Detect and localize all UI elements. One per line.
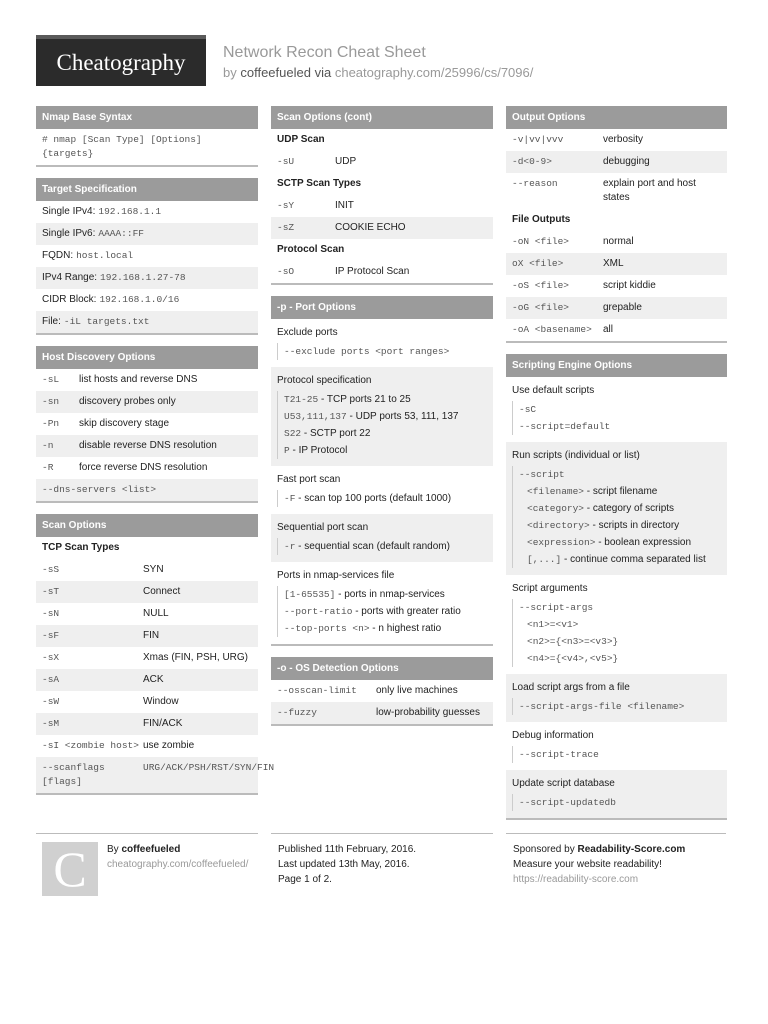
table-row [36,647,258,669]
table-row [36,129,258,165]
row-group [271,261,493,283]
option-key: Single IPv4: [42,206,96,217]
block-line [284,442,487,459]
block-content [512,466,721,568]
section-header: -o - OS Detection Options [271,657,493,680]
option-key: -Pn [42,418,60,429]
block-line [519,418,721,435]
sponsor-tagline: Measure your website readability! [513,859,662,870]
table-row [36,691,258,713]
block-line [284,620,487,637]
page-title: Network Recon Cheat Sheet [223,44,426,61]
table-row [506,173,727,209]
block-content [512,698,721,715]
code-description: - script filename [584,486,658,497]
option-desc: low-probability guesses [376,707,480,718]
option-value: 192.168.1.27-78 [100,272,186,283]
code-snippet: S22 [284,428,302,439]
subsection-title: TCP Scan Types [36,537,258,559]
block-content [277,343,487,360]
section-header: Scan Options [36,514,258,537]
byline [223,65,533,80]
block-content [277,490,487,507]
block-content [512,794,721,811]
option-key: --osscan-limit [277,685,357,696]
table-row [36,713,258,735]
subsection-title: Protocol Scan [271,239,493,261]
block-line [519,746,721,763]
option-key: -n [42,440,54,451]
column-2 [271,106,493,737]
option-key: -sn [42,396,60,407]
row-group [506,129,727,209]
option-key: -sA [42,674,60,685]
section-header: Target Specification [36,178,258,201]
row-group [36,201,258,333]
section-host-discovery-options [36,346,258,503]
table-row [36,413,258,435]
block-line [519,500,721,517]
option-key: -sM [42,718,60,729]
section-scan-options [36,514,275,795]
section-header: Nmap Base Syntax [36,106,258,129]
updated-date: Last updated 13th May, 2016. [278,859,410,870]
code-description: - IP Protocol [289,445,348,456]
table-row [36,289,258,311]
code-snippet: --script=default [519,421,611,432]
sponsor-url[interactable]: https://readability-score.com [513,874,639,885]
option-block [271,319,493,367]
option-key: -R [42,462,54,473]
page-number: Page 1 of 2. [278,874,332,885]
code-description: - SCTP port 22 [301,428,371,439]
option-desc: disable reverse DNS resolution [79,440,217,451]
table-row [36,369,258,391]
table-row [271,680,493,702]
option-desc: grepable [603,302,642,313]
table-row [36,603,258,625]
by-label: by [223,65,237,80]
block-label: Exclude ports [277,327,338,338]
block-line [284,425,487,442]
option-key: Single IPv6: [42,228,96,239]
code-snippet: [1-65535] [284,589,336,600]
code-snippet: --script-trace [519,749,599,760]
table-row [271,702,493,724]
option-desc: use zombie [143,740,195,751]
subsection-title: File Outputs [506,209,727,231]
option-key: --dns-servers <list> [42,484,157,495]
block-content [277,391,487,459]
block-line [519,466,721,483]
section-header: Scan Options (cont) [271,106,493,129]
code-description: - sequential scan (default random) [295,541,450,552]
code-description: - TCP ports 21 to 25 [318,394,411,405]
column-3 [506,106,727,831]
option-block [506,722,727,770]
option-block [506,377,727,442]
option-key: -sO [277,266,295,277]
code-description: - continue comma separated list [561,554,706,565]
option-key: oX <file> [512,258,564,269]
section-scan-options-cont [271,106,493,285]
option-desc: Connect [143,586,181,597]
option-desc: normal [603,236,634,247]
code-description: - ports in nmap-services [335,589,445,600]
table-row [36,757,275,793]
code-snippet: --script-args-file <filename> [519,701,685,712]
logo-text: Cheatography [56,49,186,75]
table-row [36,267,258,289]
block-line [284,603,487,620]
option-desc: FIN/ACK [143,718,183,729]
option-block [271,514,493,562]
option-key: -sN [42,608,60,619]
code-description: - scripts in directory [589,520,680,531]
via-label: via [314,65,332,80]
option-key: -sY [277,200,295,211]
code-description: - boolean expression [595,537,692,548]
option-desc: only live machines [376,685,458,696]
code-snippet: <filename> [527,486,585,497]
block-line [519,401,721,418]
option-desc: list hosts and reverse DNS [79,374,198,385]
block-label: Update script database [512,778,615,789]
block-label: Run scripts (individual or list) [512,450,640,461]
block-line [519,534,721,551]
code-description: - scan top 100 ports (default 1000) [295,493,452,504]
published-date: Published 11th February, 2016. [278,844,417,855]
block-line [284,538,487,555]
option-key: --reason [512,178,558,189]
table-row [271,195,493,217]
table-row [36,581,258,603]
option-key: -sF [42,630,60,641]
code-snippet: --top-ports <n> [284,623,370,634]
option-key: -sZ [277,222,295,233]
option-block [271,466,493,514]
block-label: Ports in nmap-services file [277,570,395,581]
block-line [519,650,721,667]
option-desc: Window [143,696,179,707]
block-content [277,538,487,555]
section-output-options [506,106,727,343]
syntax-code: # nmap [Scan Type] [Options] {targets} [42,134,202,159]
option-desc: explain port and host states [603,178,696,203]
block-line [519,698,721,715]
block-content [512,746,721,763]
block-line [284,408,487,425]
option-desc: verbosity [603,134,644,145]
footer-sponsor [506,833,726,887]
table-row [506,319,727,341]
table-row [506,151,727,173]
section-port-options [271,296,493,646]
option-key: -sU [277,156,295,167]
table-row [506,129,727,151]
option-block [506,442,727,575]
table-row [36,201,258,223]
option-key: -oN <file> [512,236,570,247]
option-key: File: [42,316,61,327]
block-label: Sequential port scan [277,522,369,533]
option-key: -d<0-9> [512,156,552,167]
table-row [36,223,258,245]
table-row [36,559,258,581]
option-desc: all [603,324,614,335]
section-header: -p - Port Options [271,296,493,319]
block-label: Script arguments [512,583,588,594]
option-desc: force reverse DNS resolution [79,462,208,473]
subsection-title: UDP Scan [271,129,493,151]
cheatography-logo[interactable] [36,35,206,86]
table-row [36,735,258,757]
section-os-detection [271,657,493,726]
option-value: AAAA::FF [98,228,144,239]
section-scripting-engine [506,354,727,820]
table-row [506,275,727,297]
footer-by-label: By [107,844,119,855]
option-desc: debugging [603,156,650,167]
table-row [271,261,493,283]
table-row [36,669,258,691]
table-row [36,457,258,479]
option-key: CIDR Block: [42,294,97,305]
code-description: - category of scripts [584,503,675,514]
sponsor-name[interactable]: Readability-Score.com [577,844,686,855]
block-label: Load script args from a file [512,682,630,693]
block-label: Debug information [512,730,594,741]
code-snippet: <n2>={<n3>=<v3>} [527,636,619,647]
code-snippet: <n1>=<v1> [527,619,579,630]
option-desc: discovery probes only [79,396,176,407]
block-line [284,490,487,507]
option-key: --scanflags [flags] [42,762,105,787]
table-row [36,391,258,413]
row-group [36,559,275,793]
option-key: -sS [42,564,60,575]
block-line [284,391,487,408]
table-row [36,245,258,267]
section-nmap-base-syntax [36,106,258,167]
option-desc: Xmas (FIN, PSH, URG) [143,652,249,663]
code-description: - n highest ratio [369,623,442,634]
table-row [36,311,258,333]
block-label: Fast port scan [277,474,341,485]
code-snippet: T21-25 [284,394,319,405]
table-row [506,253,727,275]
footer-author-name[interactable]: coffeefueled [121,844,181,855]
option-key: -sX [42,652,60,663]
author-link[interactable]: coffeefueled [240,65,311,80]
table-row [36,435,258,457]
section-header: Host Discovery Options [36,346,258,369]
option-block [271,367,493,466]
code-snippet: -sC [519,404,537,415]
block-line [519,633,721,650]
section-header: Scripting Engine Options [506,354,727,377]
code-snippet: --exclude ports <port ranges> [284,346,450,357]
option-desc: XML [603,258,624,269]
option-desc: URG/ACK/PSH/RST/SYN/FIN [143,762,275,773]
table-row [271,217,493,239]
option-desc: script kiddie [603,280,656,291]
row-group [271,680,493,724]
option-key: FQDN: [42,250,74,261]
option-desc: INIT [335,200,354,211]
code-snippet: U53,111,137 [284,411,347,422]
code-snippet: --script [519,469,565,480]
block-content [277,586,487,637]
option-value: host.local [76,250,134,261]
row-group [36,369,258,501]
option-key: -oA <basename> [512,324,592,335]
option-key: -sW [42,696,60,707]
option-key: -oG <file> [512,302,570,313]
row-group [271,195,493,239]
option-key: -sI <zombie host> [42,740,139,751]
code-snippet: -r [284,541,296,552]
option-desc: skip discovery stage [79,418,170,429]
code-snippet: [,...] [527,554,562,565]
block-content [512,401,721,435]
table-row [271,151,493,173]
code-snippet: -F [284,493,296,504]
column-1 [36,106,275,806]
option-key: -sL [42,374,60,385]
option-key: -oS <file> [512,280,570,291]
block-content [512,599,721,667]
option-block [506,674,727,722]
option-desc: IP Protocol Scan [335,266,410,277]
block-line [284,586,487,603]
block-label: Use default scripts [512,385,595,396]
option-value: 192.168.1.1 [98,206,162,217]
author-avatar[interactable]: C [42,842,98,896]
code-description: - UDP ports 53, 111, 137 [346,411,459,422]
option-desc: NULL [143,608,169,619]
block-line [519,794,721,811]
code-snippet: P [284,445,290,456]
option-value: -iL targets.txt [63,316,150,327]
option-desc: ACK [143,674,164,685]
table-row [506,297,727,319]
code-snippet: <category> [527,503,585,514]
option-key: -v|vv|vvv [512,134,564,145]
code-snippet: --port-ratio [284,606,353,617]
option-desc: COOKIE ECHO [335,222,406,233]
option-block [506,575,727,674]
option-desc: SYN [143,564,164,575]
subsection-title: SCTP Scan Types [271,173,493,195]
table-row [36,479,258,501]
code-snippet: --script-args [519,602,594,613]
sheet-url-link[interactable]: cheatography.com/25996/cs/7096/ [334,65,534,80]
sponsored-label: Sponsored by [513,844,575,855]
row-group [506,231,727,341]
block-line [284,343,487,360]
section-target-specification [36,178,258,335]
block-line [519,517,721,534]
option-block [506,770,727,818]
code-description: - ports with greater ratio [352,606,461,617]
block-line [519,599,721,616]
code-snippet: <directory> [527,520,590,531]
row-group [36,129,258,165]
code-snippet: <n4>={<v4>,<v5>} [527,653,619,664]
code-snippet: <expression> [527,537,596,548]
block-label: Protocol specification [277,375,372,386]
option-key: --fuzzy [277,707,317,718]
code-snippet: --script-updatedb [519,797,616,808]
option-desc: FIN [143,630,160,641]
footer-author [36,833,258,912]
section-header: Output Options [506,106,727,129]
option-key: -sT [42,586,60,597]
block-line [519,483,721,500]
footer-dates [271,833,493,887]
footer-author-url[interactable]: cheatography.com/coffeefueled/ [107,859,249,870]
option-desc: UDP [335,156,357,167]
option-key: IPv4 Range: [42,272,98,283]
block-line [519,616,721,633]
table-row [506,231,727,253]
block-line [519,551,721,568]
row-group [271,151,493,173]
option-value: 192.168.1.0/16 [99,294,180,305]
table-row [36,625,258,647]
option-block [271,562,493,644]
